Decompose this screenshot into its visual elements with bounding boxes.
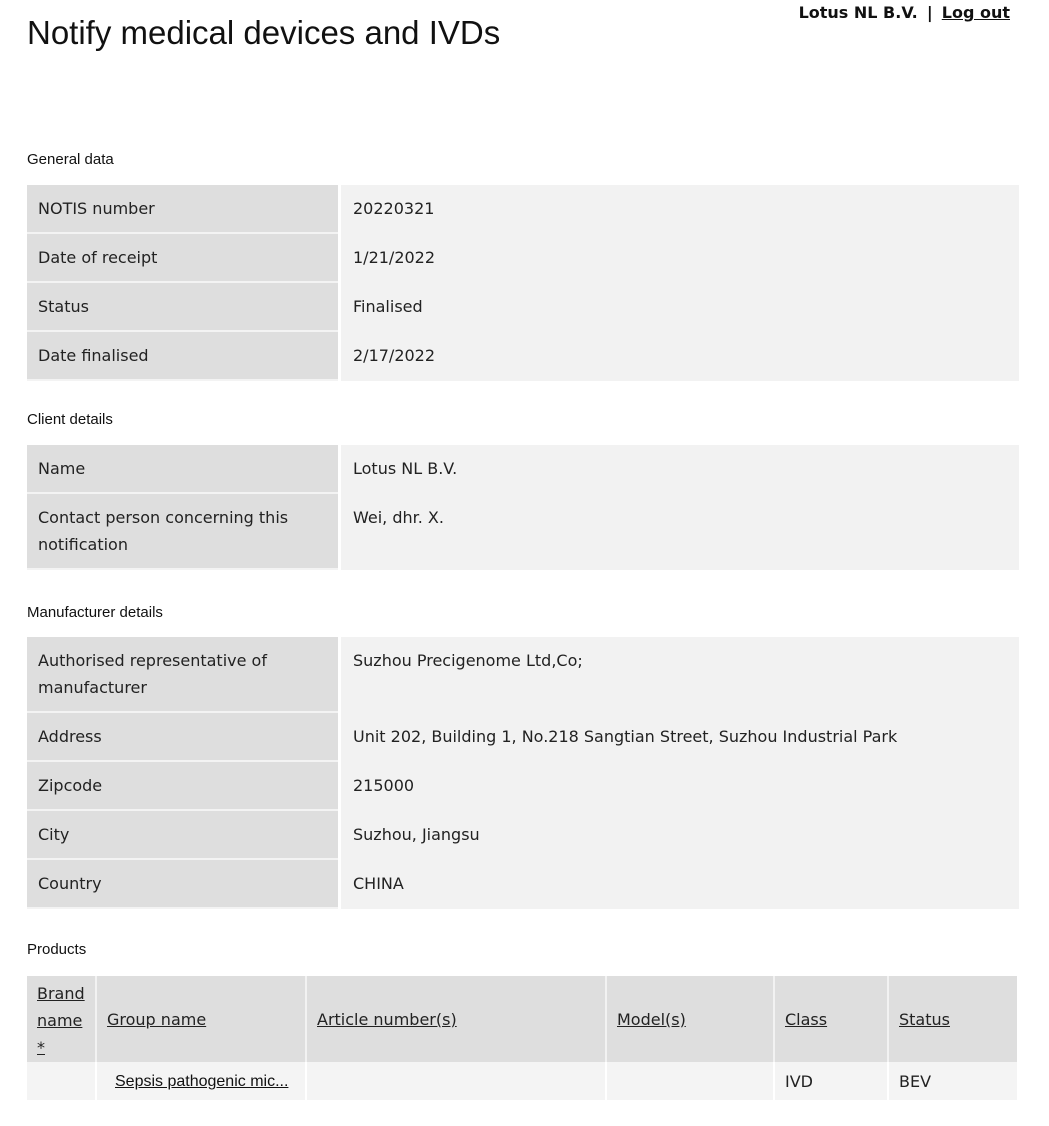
page-title: Notify medical devices and IVDs	[27, 14, 501, 51]
sort-class-link[interactable]: Class	[785, 1009, 828, 1029]
general-data-table	[27, 185, 1019, 381]
table-row	[27, 761, 1019, 810]
product-class: IVD	[774, 1062, 888, 1100]
column-header-models[interactable]	[606, 976, 774, 1062]
table-row	[27, 637, 1019, 712]
field-label: Contact person concerning this notification	[27, 493, 340, 569]
table-row	[27, 282, 1019, 331]
product-article-numbers	[306, 1062, 606, 1100]
table-row	[27, 233, 1019, 282]
manufacturer-details-title: Manufacturer details	[27, 604, 163, 621]
field-label: Authorised representative of manufacturer	[27, 637, 340, 712]
field-label: City	[27, 810, 340, 859]
logout-link[interactable]: Log out	[941, 3, 1010, 22]
field-label: Address	[27, 712, 340, 761]
field-value: Unit 202, Building 1, No.218 Sangtian Street, Suzhou Industrial Park	[340, 712, 1020, 761]
field-value: Finalised	[340, 282, 1020, 331]
column-header-status[interactable]	[888, 976, 1017, 1062]
user-bar	[799, 3, 1010, 22]
product-models	[606, 1062, 774, 1100]
field-label: Status	[27, 282, 340, 331]
manufacturer-details-table	[27, 637, 1019, 909]
table-row	[27, 712, 1019, 761]
sort-status-link[interactable]: Status	[899, 1009, 950, 1029]
client-details-title: Client details	[27, 411, 113, 428]
product-brand-name	[27, 1062, 96, 1100]
field-value: Wei, dhr. X.	[340, 493, 1020, 569]
field-label: Country	[27, 859, 340, 908]
sort-models-link[interactable]: Model(s)	[617, 1009, 686, 1029]
table-row	[27, 331, 1019, 380]
field-label: Date finalised	[27, 331, 340, 380]
general-data-title: General data	[27, 151, 114, 168]
table-row	[27, 1062, 1017, 1100]
field-value: CHINA	[340, 859, 1020, 908]
user-name: Lotus NL B.V.	[798, 3, 918, 22]
field-value: Lotus NL B.V.	[340, 445, 1020, 493]
product-status: BEV	[888, 1062, 1017, 1100]
sort-brand-name-link[interactable]: Brand name *	[37, 983, 85, 1057]
column-header-group-name[interactable]	[96, 976, 306, 1062]
product-link[interactable]: Sepsis pathogenic mic...	[115, 1073, 289, 1090]
table-header-row	[27, 976, 1017, 1062]
client-details-table	[27, 445, 1019, 570]
field-label: Date of receipt	[27, 233, 340, 282]
product-group-name[interactable]	[96, 1062, 306, 1100]
field-value: 20220321	[340, 185, 1020, 233]
products-table	[27, 976, 1017, 1100]
field-value: 2/17/2022	[340, 331, 1020, 380]
table-row	[27, 185, 1019, 233]
user-bar-separator: |	[926, 3, 933, 22]
field-label: Zipcode	[27, 761, 340, 810]
field-label: NOTIS number	[27, 185, 340, 233]
column-header-brand-name[interactable]	[27, 976, 96, 1062]
field-value: Suzhou Precigenome Ltd,Co;	[340, 637, 1020, 712]
field-value: 215000	[340, 761, 1020, 810]
column-header-class[interactable]	[774, 976, 888, 1062]
column-header-article-numbers[interactable]	[306, 976, 606, 1062]
sort-group-name-link[interactable]: Group name	[107, 1009, 207, 1029]
table-row	[27, 810, 1019, 859]
table-row	[27, 493, 1019, 569]
products-title: Products	[27, 941, 87, 958]
field-value: Suzhou, Jiangsu	[340, 810, 1020, 859]
table-row	[27, 859, 1019, 908]
field-value: 1/21/2022	[340, 233, 1020, 282]
sort-article-numbers-link[interactable]: Article number(s)	[317, 1009, 457, 1029]
field-label: Name	[27, 445, 340, 493]
table-row	[27, 445, 1019, 493]
